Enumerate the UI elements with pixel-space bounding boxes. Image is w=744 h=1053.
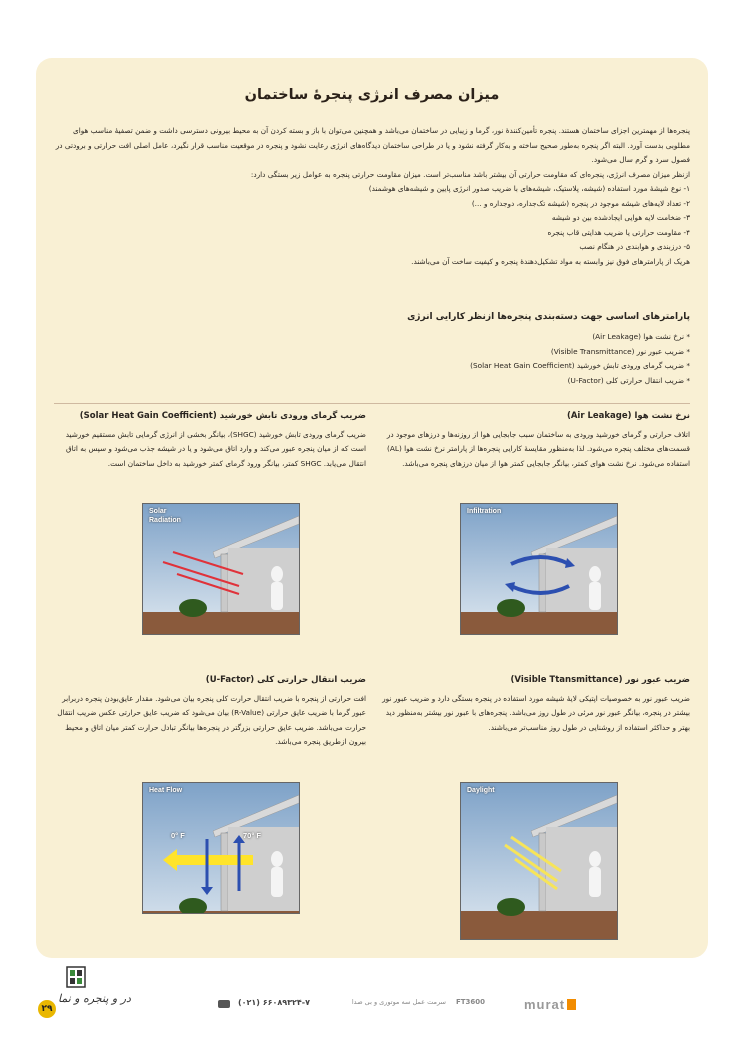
magazine-title: در و پنجره و نما (58, 992, 131, 1005)
parameter-item: * نرخ نشت هوا (Air Leakage) (592, 332, 690, 341)
factor-item: ۲- تعداد لایه‌های شیشه موجود در پنجره (شیشه تک‌جداره، دوجداره و ...) (471, 198, 690, 208)
u-factor-title: ضریب انتقال حرارتی کلی (U-Factor) (205, 675, 366, 685)
magazine-logo-icon (66, 966, 86, 988)
daylight-label: Daylight (467, 787, 495, 794)
section-divider (54, 403, 690, 404)
footer-phone: (۰۲۱) ۶۶۰۸۹۳۲۴-۷ (238, 998, 311, 1007)
air-leakage-title: نرخ نشت هوا (Air Leakage) (566, 411, 690, 421)
footer-address: سرمت عمل سه موتوری و بی صدا (351, 998, 446, 1006)
outdoor-temperature: 0° F (171, 831, 185, 840)
parameter-item: * ضریب عبور نور (Visible Transmittance) (550, 346, 690, 356)
solar-radiation-figure (142, 503, 300, 635)
solar-radiation-label: Solar Radiation (149, 508, 181, 524)
intro-paragraph-2: ازنظر میزان مصرف انرژی، پنجره‌ای که مقاومت حرارتی آن بیشتر باشد مناسب‌تر است. میزان مقاومت حرارتی پنجره به عوامل زیر بستگی دارد: (250, 169, 690, 179)
air-leakage-body: اتلاف حرارتی و گرمای خورشید ورودی به ساختمان سبب جابجایی هوا از روزنه‌ها و درزهای موجود در قسمت‌های مختلف پنجره می‌شود. لذا به‌منظور مقایسهٔ کارایی پنجره‌ها از پارامتر نرخ نشت هوا (AL) استفاده می‌شود. نرخ نشت هوای کمتر، بیانگر جابجایی کمتر هوا از میان درزهای پنجره می‌باشد. (386, 430, 690, 468)
infiltration-illustration (461, 504, 617, 634)
indoor-temperature: 70° F (243, 831, 262, 840)
factors-list (54, 182, 690, 255)
page-title: میزان مصرف انرژی پنجرهٔ ساختمان (244, 87, 500, 103)
factor-item: ۵- درزبندی و هوابندی در هنگام نصب (579, 242, 690, 251)
phone-icon (218, 1000, 230, 1008)
infiltration-figure (460, 503, 618, 635)
parameter-item: * ضریب انتقال حرارتی کلی (U-Factor) (567, 375, 690, 385)
page-number: ۲۹ (38, 1000, 56, 1018)
factor-item: ۴- مقاومت حرارتی یا ضریب هدایتی قاب پنجره (547, 227, 690, 237)
heat-flow-label: Heat Flow (149, 787, 183, 794)
solar-heat-gain-body: ضریب گرمای ورودی تابش خورشید (SHGC)، بیانگر بخشی از انرژی گرمایی تابش مستقیم خورشید است که از میان پنجره عبور می‌کند و وارد اتاق می‌شود و یا در شیشه جذب می‌شود و سپس به اتاق انتقال می‌یابد. SHGC کمتر، بیانگر ورود گرمای کمتر خورشید به داخل ساختمان است. (65, 430, 366, 468)
intro-section (54, 124, 690, 269)
heat-flow-illustration (143, 783, 299, 914)
visible-transmittance-body: ضریب عبور نور به خصوصیات اپتیکی لایهٔ شیشه مورد استفاده در پنجره بستگی دارد و ضریب عبور نور بیشتر در پنجره، بیانگر عبور نور مرئی در طول روز می‌باشد. پنجره‌های با عبور نور بیشتر به‌منظور دید بهتر و حداکثر استفاده از روشنایی در طول روز مناسب‌تر می‌باشند. (382, 694, 690, 732)
solar-heat-gain-title: ضریب گرمای ورودی تابش خورشید (Solar Heat Gain Coefficient) (79, 411, 366, 421)
visible-transmittance-title: ضریب عبور نور (Visible Ttansmittance) (510, 675, 690, 685)
heat-flow-figure (142, 782, 300, 914)
intro-paragraph-1: پنجره‌ها از مهمترین اجزای ساختمان هستند. پنجره تأمین‌کنندهٔ نور، گرما و زیبایی در ساختمان می‌باشد و همچنین می‌توان با باز و بسته کردن آن به محیط بیرونی دسترسی داشت و ضمن تصفیهٔ مناسب هوای مطلوبی بدست آورد. البته اگر پنجره به‌طور صحیح ساخته و به‌کار گرفته نشود و یا در طراحی ساختمان دیدگاه‌های انرژی رعایت نشود و پنجره در موقعیت مناسب قرار نگیرد، عامل اصلی افت حرارتی و برودتی در فصول سرد و گرم سال می‌شود. (55, 126, 690, 164)
intro-paragraph-3: هریک از پارامترهای فوق نیز وابسته به مواد تشکیل‌دهندهٔ پنجره و کیفیت ساخت آن می‌باشند. (411, 256, 690, 266)
u-factor-body: افت حرارتی از پنجره با ضریب انتقال حرارت کلی پنجره بیان می‌شود. مقدار عایق‌بودن پنجره دربرابر عبور گرما با ضریب عایق حرارتی (R-Value) بیان می‌شود که ضریب عایق حرارتی عکس ضریب انتقال حرارت می‌باشد. ضریب عایق حرارتی بزرگتر در پنجره‌ها بیانگر تبادل حرارت کمتر میان اتاق و محیط بیرون ازطریق پنجره می‌باشد. (57, 694, 366, 747)
daylight-illustration (461, 783, 617, 939)
footer-code: FT3600 (456, 998, 486, 1006)
factor-item: ۳- ضخامت لایه هوایی ایجادشده بین دو شیشه (551, 213, 690, 222)
brand-logo (524, 997, 576, 1012)
parameters-list (54, 330, 690, 388)
infiltration-label: Infiltration (467, 508, 502, 515)
factor-item: ۱- نوع شیشهٔ مورد استفاده (شیشه، پلاستیک، شیشه‌های با ضریب صدور انرژی پایین و شیشه‌های هوشمند) (368, 184, 690, 193)
brand-mark-icon (567, 999, 576, 1010)
parameter-item: * ضریب گرمای ورودی تابش خورشید (Solar Heat Gain Coefficient) (470, 361, 690, 370)
brand-name: murat (524, 997, 566, 1012)
daylight-figure (460, 782, 618, 940)
parameters-section (54, 330, 690, 388)
parameters-heading: پارامترهای اساسی جهت دسته‌بندی پنجره‌ها ازنظر کارایی انرژی (407, 312, 690, 322)
